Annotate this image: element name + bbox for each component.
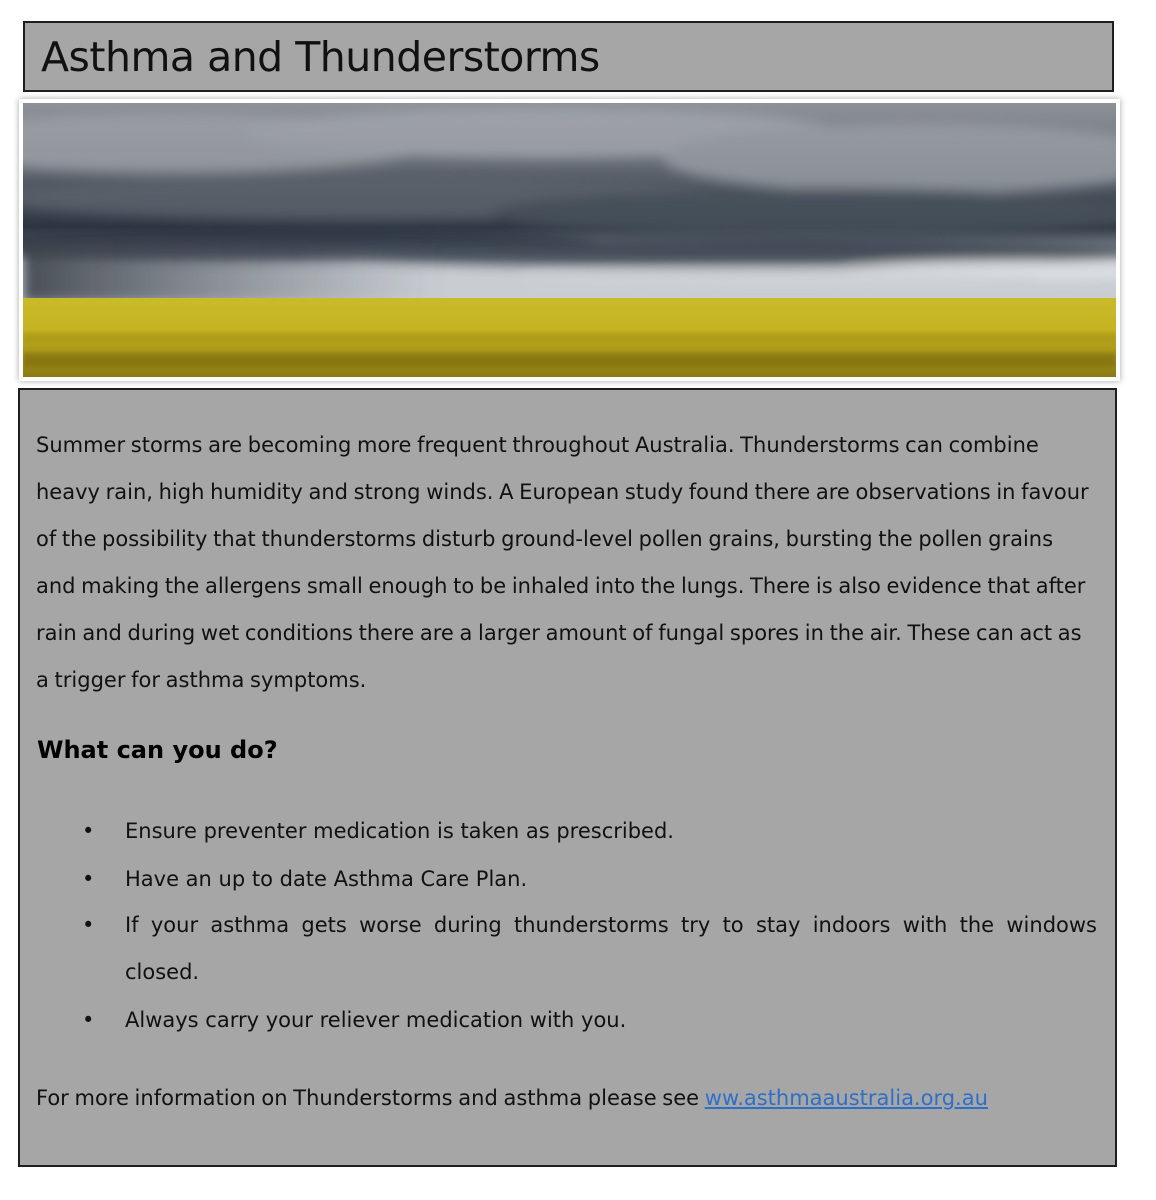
section-heading: What can you do? [37,736,278,764]
asthma-australia-link[interactable]: ww.asthmaaustralia.org.au [704,1086,988,1110]
more-info-line [36,1078,1106,1118]
page-title: Asthma and Thunderstorms [41,33,600,81]
intro-paragraph: Summer storms are becoming more frequent throughout Australia. Thunderstorms can combine heavy rain, high humidity and strong winds. A European study found there are observations in favour of the possibility that thunderstorms disturb ground-level pollen grains, bursting the pollen grains and making the allergens small enough to be inhaled into the lungs. There is also evidence that after rain and during wet conditions there are a larger amount of fungal spores in the air. These can act as a trigger for asthma symptoms. [36,433,1089,692]
list-item-text: Always carry your reliever medication with you. [125,1008,627,1032]
list-item-text: Ensure preventer medication is taken as prescribed. [125,819,674,843]
title-banner [23,21,1114,92]
list-item-text: If your asthma gets worse during thunderstorms try to stay indoors with the windows closed. [125,913,1097,984]
bullet-icon: • [82,819,95,843]
bullet-icon: • [82,913,95,937]
bullet-icon: • [82,867,95,891]
bullet-icon: • [82,1008,95,1032]
photo-frame [19,99,1120,381]
list-item-text: Have an up to date Asthma Care Plan. [125,867,528,891]
more-info-text: For more information on Thunderstorms and asthma please see [36,1086,705,1110]
article-panel [18,388,1117,1167]
storm-over-canola-field-photo [23,103,1116,377]
